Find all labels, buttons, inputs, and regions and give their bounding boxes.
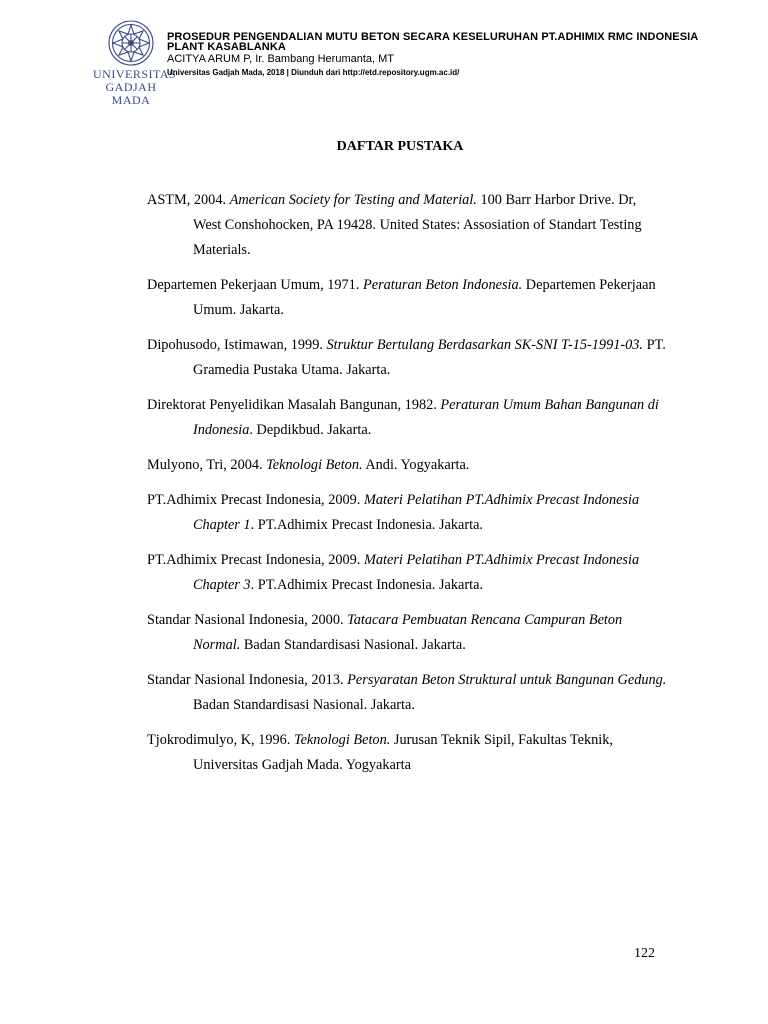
reference-title: Tatacara Pembuatan Rencana Campuran Beton Normal. <box>193 612 623 653</box>
reference-lead: Dipohusodo, Istimawan, 1999. <box>147 337 327 353</box>
reference-entry <box>147 273 667 323</box>
reference-lead: Mulyono, Tri, 2004. <box>147 457 267 473</box>
reference-lead: Tjokrodimulyo, K, 1996. <box>147 732 294 748</box>
reference-title: Materi Pelatihan PT.Adhimix Precast Indonesia Chapter 1 <box>193 492 640 533</box>
reference-entry <box>147 393 667 443</box>
document-title-line1: PROSEDUR PENGENDALIAN MUTU BETON SECARA KESELURUHAN PT.ADHIMIX RMC INDONESIA <box>167 31 699 43</box>
reference-lead: PT.Adhimix Precast Indonesia, 2009. <box>147 492 364 508</box>
document-title <box>167 32 737 52</box>
reference-lead: ASTM, 2004. <box>147 192 230 208</box>
reference-entry <box>147 608 667 658</box>
reference-entry <box>147 728 667 778</box>
reference-title: Persyaratan Beton Struktural untuk Bangunan Gedung. <box>347 672 667 688</box>
reference-title: Teknologi Beton. <box>266 457 363 473</box>
ugm-emblem-icon <box>106 18 156 68</box>
reference-lead: Standar Nasional Indonesia, 2013. <box>147 672 348 688</box>
university-logo <box>93 18 177 107</box>
reference-rest: Jurusan Teknik Sipil, Fakultas Teknik, Universitas Gadjah Mada. Yogyakarta <box>193 732 613 773</box>
reference-entry <box>147 668 667 718</box>
reference-list <box>147 188 667 788</box>
reference-title: Struktur Bertulang Berdasarkan SK-SNI T-15-1991-03. <box>326 337 643 353</box>
reference-rest: Badan Standardisasi Nasional. Jakarta. <box>240 637 466 653</box>
document-source: Universitas Gadjah Mada, 2018 | Diunduh dari http://etd.repository.ugm.ac.id/ <box>167 68 460 77</box>
header-text <box>167 32 737 78</box>
reference-rest: Andi. Yogyakarta. <box>362 457 470 473</box>
reference-title: Teknologi Beton. <box>293 732 391 748</box>
reference-rest: . PT.Adhimix Precast Indonesia. Jakarta. <box>250 577 483 593</box>
reference-title: Materi Pelatihan PT.Adhimix Precast Indonesia Chapter 3 <box>193 552 640 593</box>
document-authors: ACITYA ARUM P, Ir. Bambang Herumanta, MT <box>167 53 395 65</box>
logo-wordmark-line1: UNIVERSITAS <box>93 67 177 81</box>
reference-rest: Badan Standardisasi Nasional. Jakarta. <box>193 697 415 713</box>
reference-rest: . PT.Adhimix Precast Indonesia. Jakarta. <box>250 517 483 533</box>
reference-rest: . Depdikbud. Jakarta. <box>249 422 372 438</box>
document-title-line2: PLANT KASABLANKA <box>167 41 286 53</box>
reference-lead: Standar Nasional Indonesia, 2000. <box>147 612 348 628</box>
reference-lead: PT.Adhimix Precast Indonesia, 2009. <box>147 552 364 568</box>
reference-lead: Departemen Pekerjaan Umum, 1971. <box>147 277 363 293</box>
logo-wordmark-line2: GADJAH MADA <box>105 80 157 107</box>
reference-title: American Society for Testing and Material. <box>229 192 477 208</box>
reference-entry <box>147 488 667 538</box>
reference-entry <box>147 548 667 598</box>
reference-rest: 100 Barr Harbor Drive. Dr, West Conshohocken, PA 19428. United States: Assosiation of Standart Testing Materials. <box>193 192 642 258</box>
reference-lead: Direktorat Penyelidikan Masalah Bangunan, 1982. <box>147 397 441 413</box>
reference-entry <box>147 453 667 478</box>
reference-rest: Departemen Pekerjaan Umum. Jakarta. <box>193 277 656 318</box>
reference-rest: PT. Gramedia Pustaka Utama. Jakarta. <box>193 337 666 378</box>
reference-entry <box>147 188 667 263</box>
page-title: DAFTAR PUSTAKA <box>336 139 464 154</box>
reference-title: Peraturan Umum Bahan Bangunan di Indonesia <box>193 397 659 438</box>
reference-title: Peraturan Beton Indonesia. <box>362 277 523 293</box>
page-number: 122 <box>634 946 655 961</box>
reference-entry <box>147 333 667 383</box>
page-header <box>0 0 768 107</box>
